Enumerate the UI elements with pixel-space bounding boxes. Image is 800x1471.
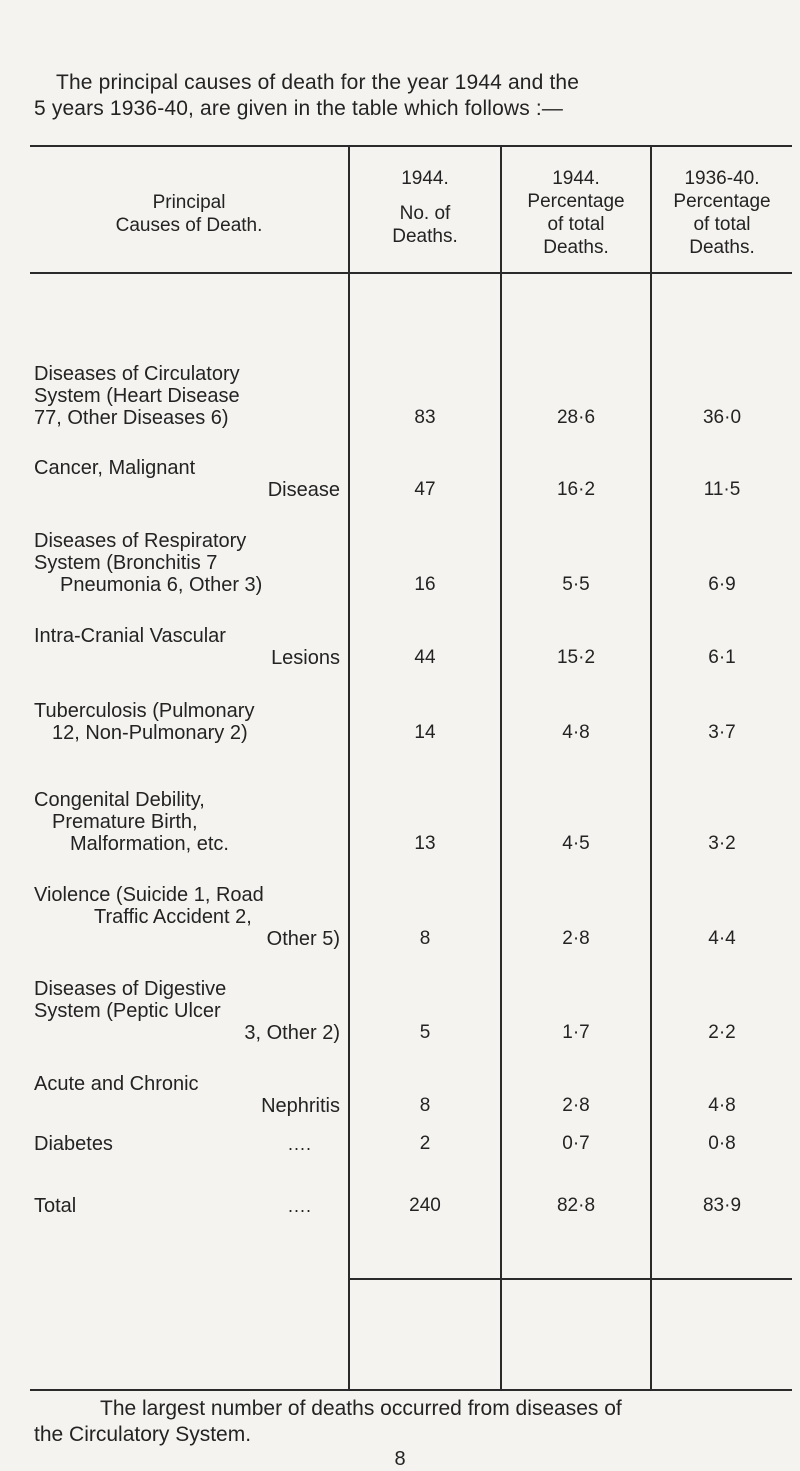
row-pct-1936-40: 11·5 <box>703 479 741 500</box>
row-cause: Congenital Debility, Premature Birth, Malformation, etc. <box>34 789 229 855</box>
total-row <box>30 1195 792 1217</box>
row-deaths: 8 <box>419 1095 431 1116</box>
table-row <box>30 978 792 1044</box>
row-cause: Tuberculosis (Pulmonary 12, Non-Pulmonary 2) <box>34 700 255 744</box>
intro-paragraph <box>34 70 774 122</box>
closing-line-1: The largest number of deaths occurred from diseases of <box>100 1397 622 1420</box>
row-pct-1936-40: 2·2 <box>708 1022 736 1043</box>
table-row <box>30 884 792 950</box>
row-deaths: 13 <box>414 833 436 854</box>
row-cause: Diabetes <box>34 1133 113 1155</box>
row-deaths: 14 <box>414 722 436 743</box>
row-pct-1936-40: 4·8 <box>708 1095 736 1116</box>
table-row <box>30 789 792 855</box>
header-pct-1944: 1944. Percentage of total Deaths. <box>527 168 625 258</box>
table-top-rule <box>30 145 792 147</box>
row-pct-1944: 2·8 <box>562 1095 590 1116</box>
closing-line-2: the Circulatory System. <box>34 1423 252 1446</box>
header-deaths-1944: 1944. No. of Deaths. <box>392 168 458 247</box>
header-bottom-rule <box>30 272 792 274</box>
row-pct-1944: 2·8 <box>562 928 590 949</box>
row-pct-1944: 15·2 <box>556 647 596 668</box>
total-pct-1944: 82·8 <box>556 1195 596 1216</box>
row-pct-1936-40: 6·1 <box>708 647 736 668</box>
page-number: 8 <box>394 1448 406 1470</box>
row-pct-1944: 16·2 <box>556 479 596 500</box>
table-row <box>30 457 792 501</box>
row-pct-1936-40: 0·8 <box>708 1133 736 1154</box>
table-row <box>30 530 792 596</box>
row-pct-1936-40: 3·2 <box>708 833 736 854</box>
row-pct-1936-40: 3·7 <box>708 722 736 743</box>
row-cause: Violence (Suicide 1, Road Traffic Accident 2, Other 5) <box>34 884 340 950</box>
row-pct-1944: 5·5 <box>562 574 590 595</box>
row-deaths: 8 <box>419 928 431 949</box>
row-cause: Diseases of Digestive System (Peptic Ulcer 3, Other 2) <box>34 978 340 1044</box>
causes-of-death-table <box>30 145 792 1391</box>
leader-dots: .... <box>288 1196 313 1216</box>
row-pct-1936-40: 36·0 <box>702 407 742 428</box>
total-label: Total <box>34 1195 77 1217</box>
header-pct-1936-40: 1936-40. Percentage of total Deaths. <box>673 168 771 258</box>
row-pct-1936-40: 4·4 <box>708 928 736 949</box>
row-pct-1944: 0·7 <box>562 1133 590 1154</box>
row-cause: Cancer, Malignant Disease <box>34 457 340 501</box>
total-top-rule <box>350 1278 792 1280</box>
total-deaths: 240 <box>409 1195 441 1216</box>
table-row <box>30 1133 792 1155</box>
row-deaths: 2 <box>419 1133 431 1154</box>
table-row <box>30 1073 792 1117</box>
row-pct-1944: 1·7 <box>562 1022 590 1043</box>
leader-dots: .... <box>288 1134 313 1154</box>
row-cause: Intra-Cranial Vascular Lesions <box>34 625 340 669</box>
row-deaths: 5 <box>419 1022 431 1043</box>
header-cause: Principal Causes of Death. <box>115 192 263 236</box>
row-pct-1944: 4·8 <box>562 722 590 743</box>
table-row <box>30 363 792 429</box>
intro-line-2: 5 years 1936-40, are given in the table which follows :— <box>34 97 564 120</box>
row-cause: Diseases of Circulatory System (Heart Disease 77, Other Diseases 6) <box>34 363 240 429</box>
total-pct-1936-40: 83·9 <box>702 1195 742 1216</box>
row-pct-1936-40: 6·9 <box>708 574 736 595</box>
row-deaths: 83 <box>414 407 436 428</box>
row-deaths: 47 <box>414 479 436 500</box>
row-pct-1944: 4·5 <box>562 833 590 854</box>
table-bottom-rule <box>30 1389 792 1391</box>
row-pct-1944: 28·6 <box>556 407 596 428</box>
row-deaths: 44 <box>414 647 436 668</box>
table-row <box>30 700 792 744</box>
table-row <box>30 625 792 669</box>
row-deaths: 16 <box>414 574 436 595</box>
closing-paragraph <box>34 1396 784 1448</box>
intro-line-1: The principal causes of death for the year 1944 and the <box>56 71 580 94</box>
row-cause: Acute and Chronic Nephritis <box>34 1073 340 1117</box>
row-cause: Diseases of Respiratory System (Bronchitis 7 Pneumonia 6, Other 3) <box>34 530 263 596</box>
